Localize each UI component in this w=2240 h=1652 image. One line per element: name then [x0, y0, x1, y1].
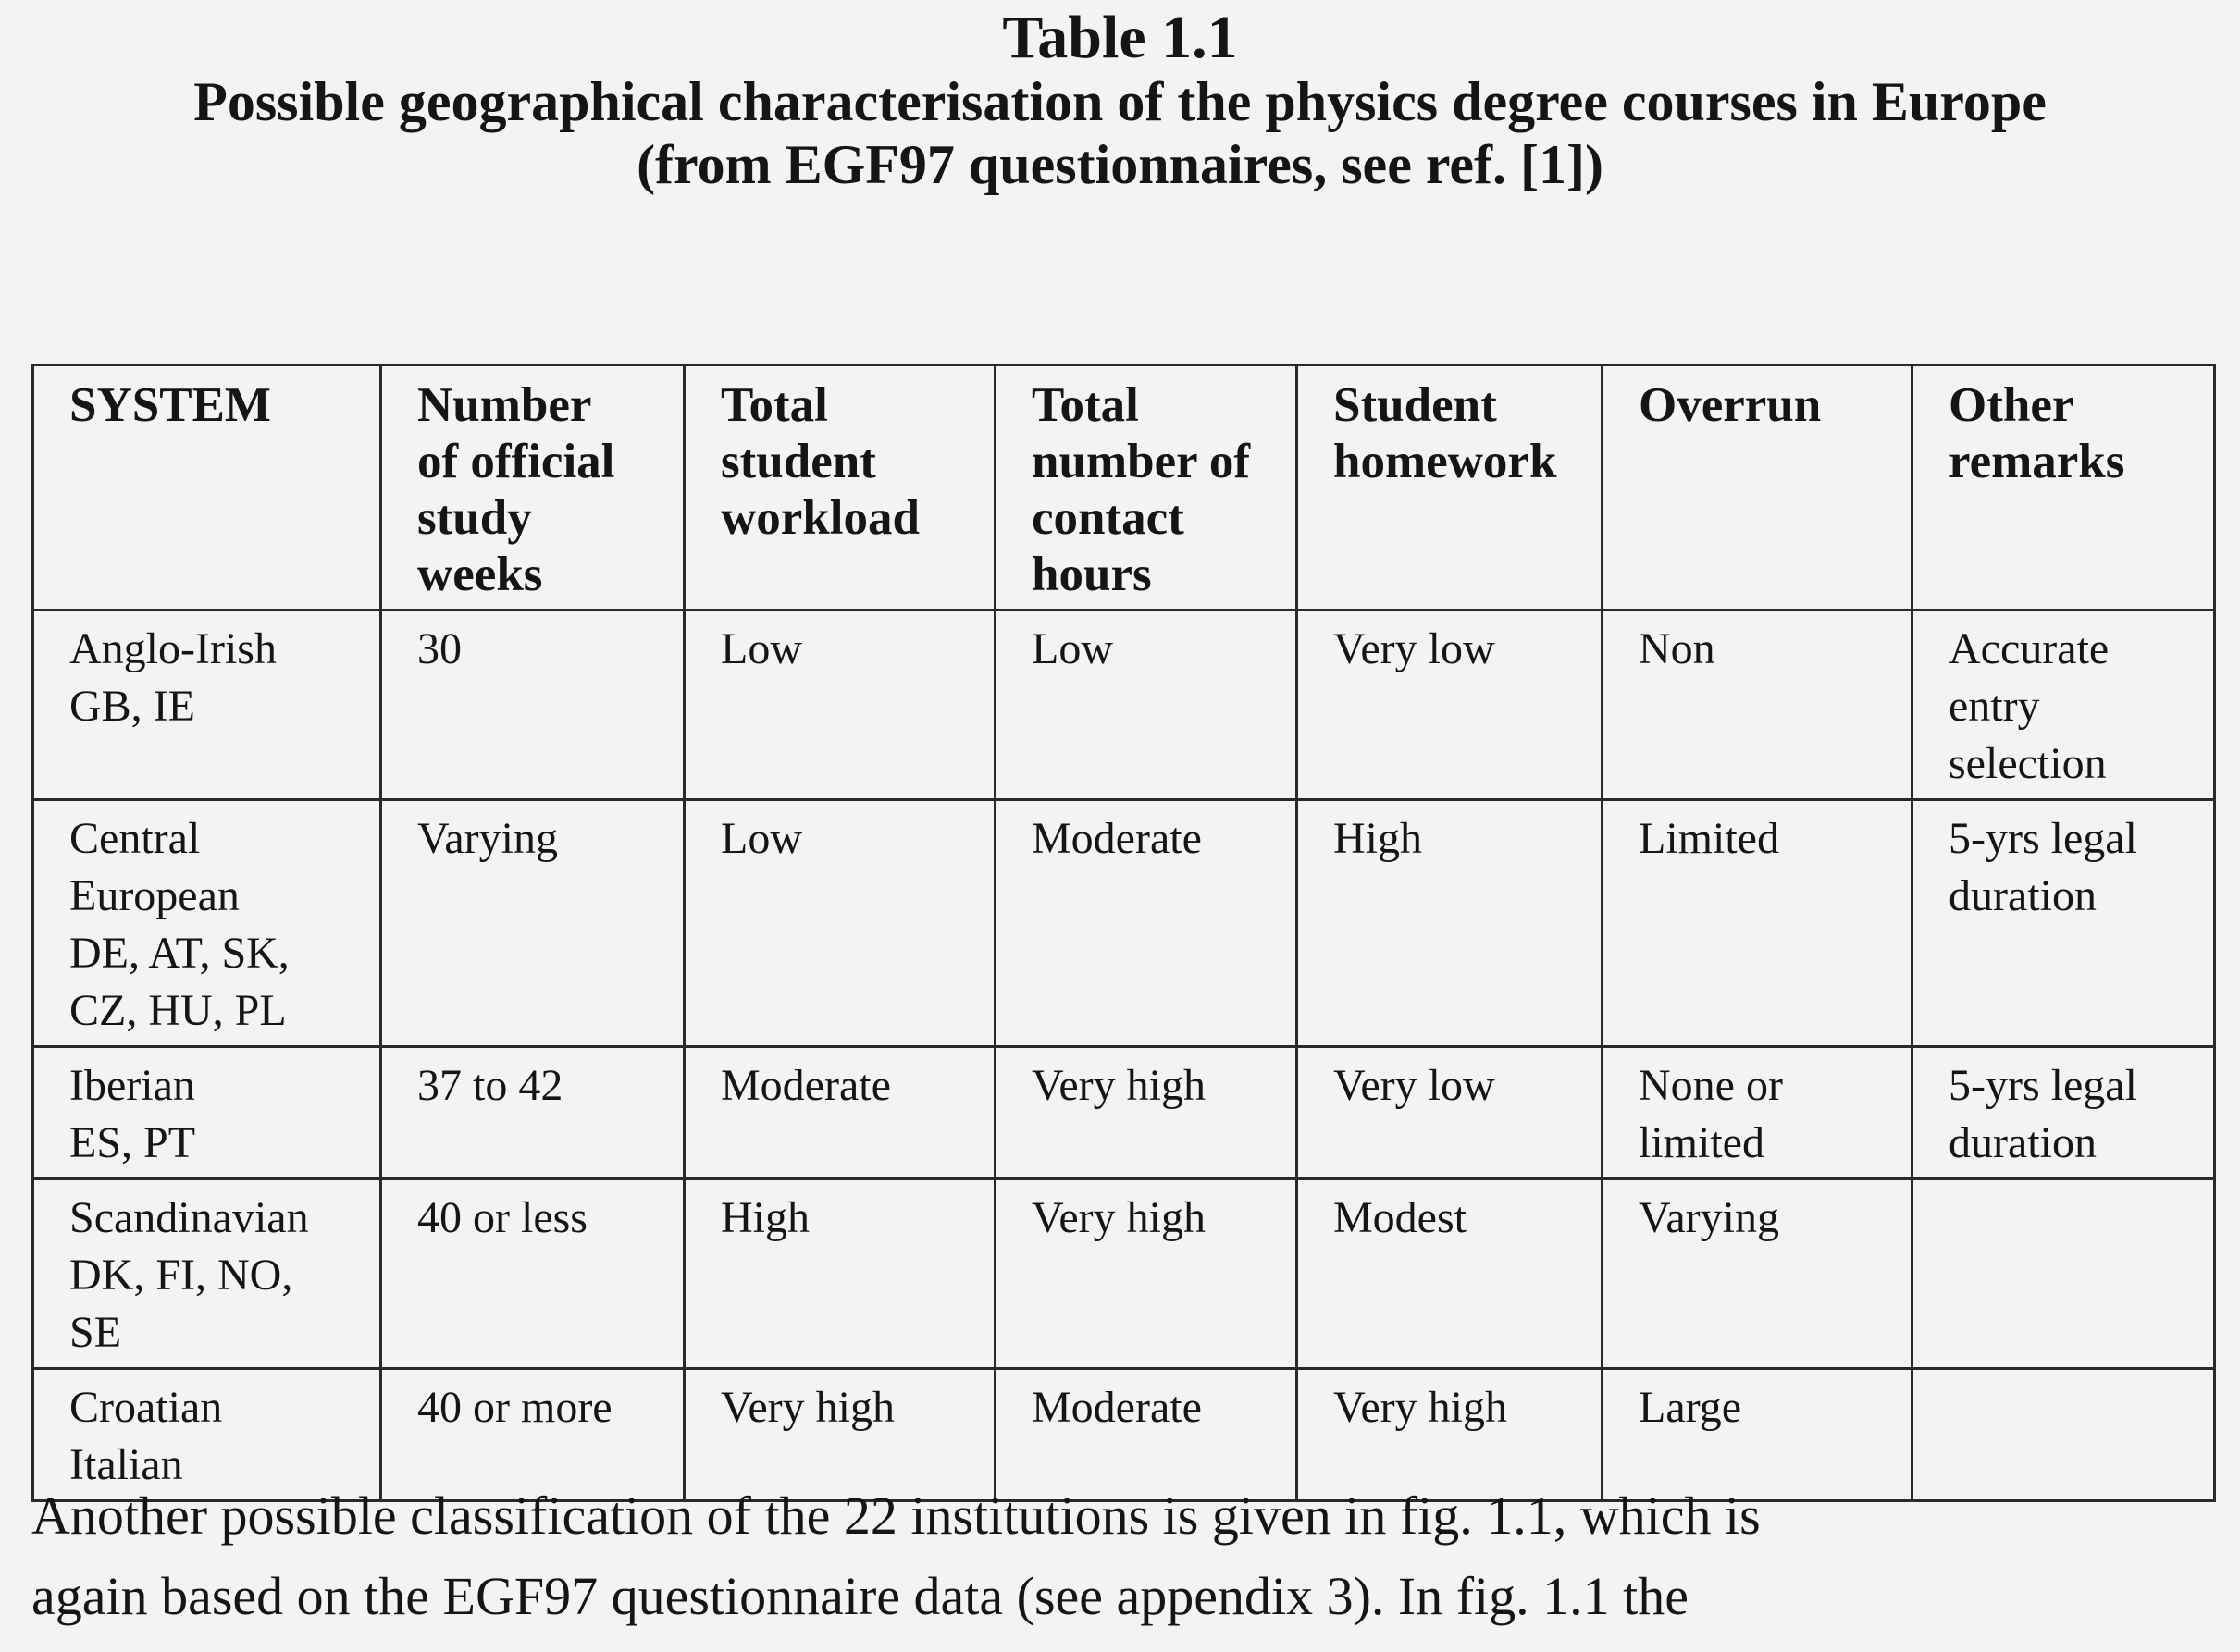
header-student-homework: Student homework — [1297, 365, 1603, 610]
table-cell: Anglo-Irish GB, IE — [33, 610, 381, 800]
table-cell: Low — [685, 800, 996, 1047]
table-cell: Moderate — [996, 1369, 1297, 1501]
table-cell: Iberian ES, PT — [33, 1047, 381, 1179]
table-cell: Varying — [381, 800, 685, 1047]
table-cell — [1912, 1179, 2215, 1369]
body-text-line-1: Another possible classification of the 22 institutions is given in fig. 1.1, which is — [31, 1486, 1761, 1546]
table-cell: Modest — [1297, 1179, 1603, 1369]
table-caption-line-1: Possible geographical characterisation of the physics degree courses in Europe — [193, 71, 2047, 132]
table-cell: 40 or less — [381, 1179, 685, 1369]
table-cell: Central European DE, AT, SK, CZ, HU, PL — [33, 800, 381, 1047]
table-cell: Scandinavian DK, FI, NO, SE — [33, 1179, 381, 1369]
table-cell: Accurate entry selection — [1912, 610, 2215, 800]
table-cell: Very low — [1297, 1047, 1603, 1179]
table-label: Table 1.1 — [1002, 4, 1238, 71]
data-table — [31, 364, 2216, 1502]
table-cell: None or limited — [1603, 1047, 1912, 1179]
table-row — [33, 610, 2215, 800]
table-cell: Low — [996, 610, 1297, 800]
table-row — [33, 800, 2215, 1047]
table-header-row — [33, 365, 2215, 610]
table-cell: Very high — [996, 1047, 1297, 1179]
header-overrun: Overrun — [1603, 365, 1912, 610]
table-cell: Moderate — [685, 1047, 996, 1179]
header-system: SYSTEM — [33, 365, 381, 610]
table-cell: Varying — [1603, 1179, 1912, 1369]
table-cell: Very high — [685, 1369, 996, 1501]
table-row — [33, 1047, 2215, 1179]
table-cell: Non — [1603, 610, 1912, 800]
table-cell: Large — [1603, 1369, 1912, 1501]
table-cell: 40 or more — [381, 1369, 685, 1501]
table-cell: 30 — [381, 610, 685, 800]
header-contact-hours: Total number of contact hours — [996, 365, 1297, 610]
header-student-workload: Total student workload — [685, 365, 996, 610]
table-cell: Very high — [996, 1179, 1297, 1369]
header-study-weeks: Number of official study weeks — [381, 365, 685, 610]
body-paragraph — [31, 1475, 2215, 1636]
table-cell: Croatian Italian — [33, 1369, 381, 1501]
table-cell: Moderate — [996, 800, 1297, 1047]
table-cell: High — [685, 1179, 996, 1369]
table-cell: Low — [685, 610, 996, 800]
table-cell: Very low — [1297, 610, 1603, 800]
table-cell: 37 to 42 — [381, 1047, 685, 1179]
body-text-line-2: again based on the EGF97 questionnaire data (see appendix 3). In fig. 1.1 the — [31, 1566, 1689, 1626]
table-title-block — [0, 4, 2240, 196]
table-row — [33, 1179, 2215, 1369]
table-cell: Very high — [1297, 1369, 1603, 1501]
table-cell: 5-yrs legal duration — [1912, 800, 2215, 1047]
header-other-remarks: Other remarks — [1912, 365, 2215, 610]
table-cell: 5-yrs legal duration — [1912, 1047, 2215, 1179]
table-cell: Limited — [1603, 800, 1912, 1047]
table-cell: High — [1297, 800, 1603, 1047]
table-caption-line-2: (from EGF97 questionnaires, see ref. [1]) — [637, 134, 1603, 195]
